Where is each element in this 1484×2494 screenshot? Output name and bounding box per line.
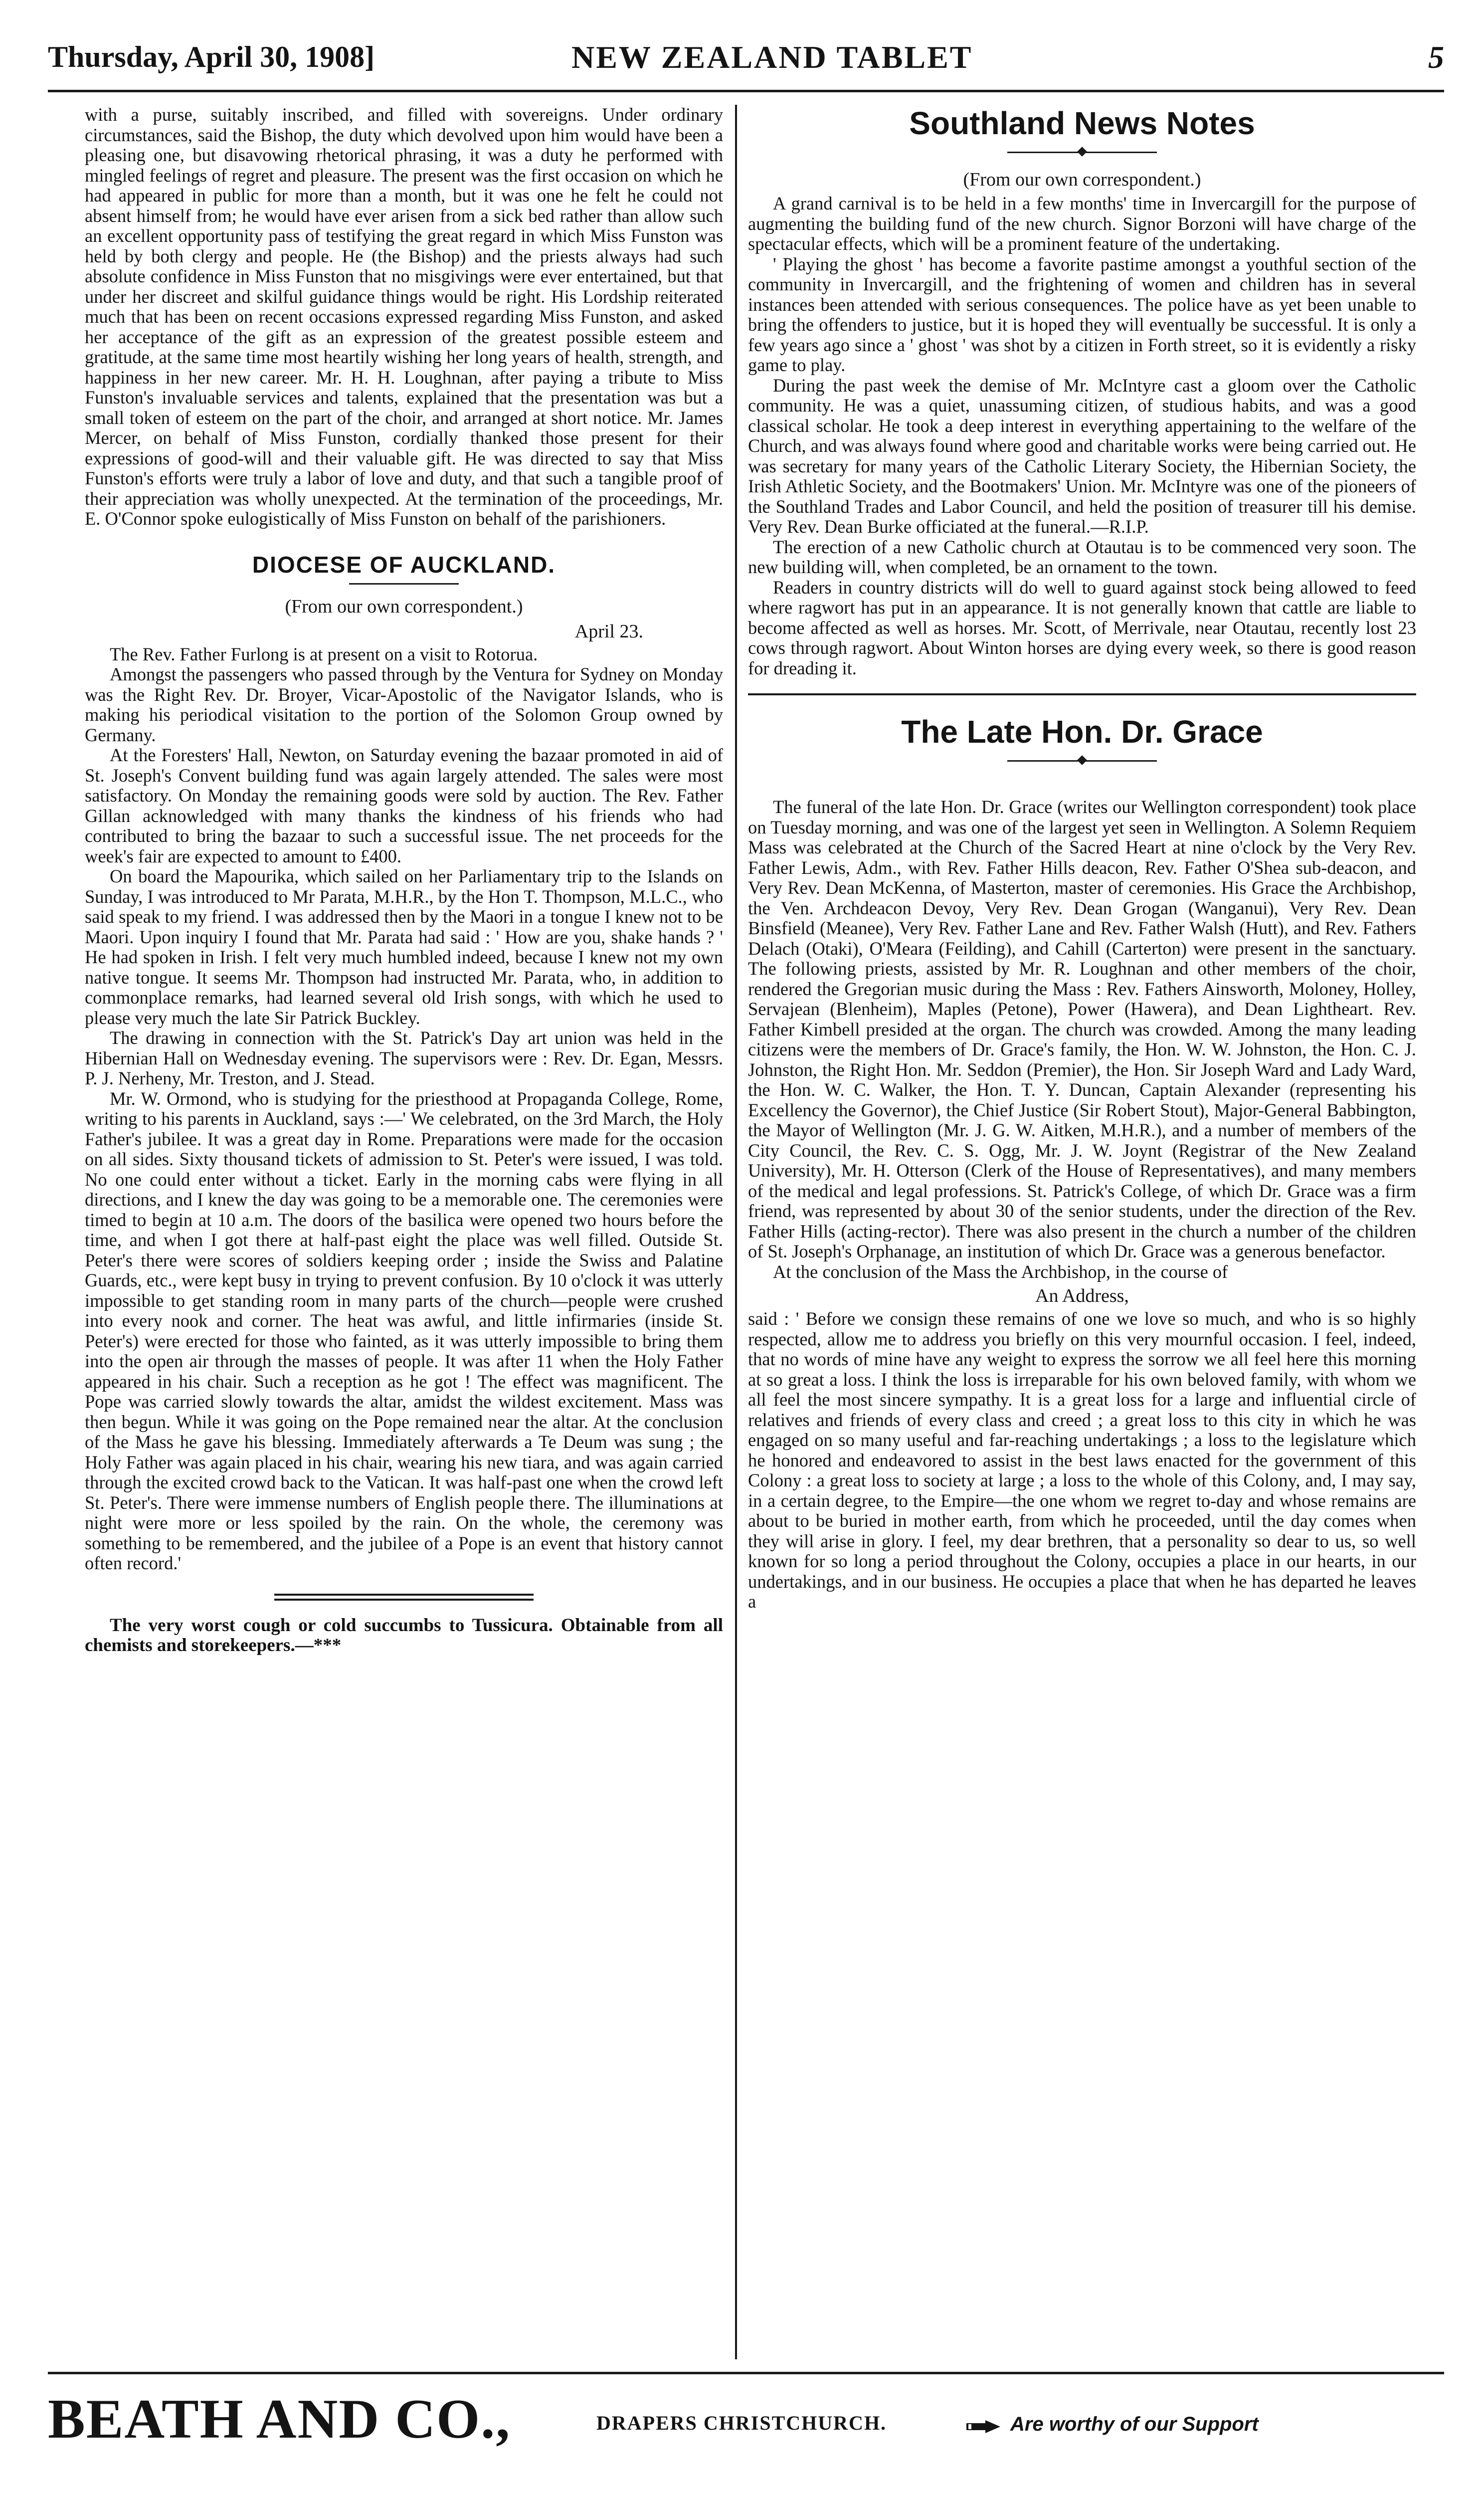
southland-paragraph: ' Playing the ghost ' has become a favorite pastime amongst a youthful section of the community in Invercargill, and the frightening of women and children has in several instances been attended with serious consequences. The police have as yet been unable to bring the offenders to justice, but it is hoped they will eventually be successful. It is only a few years ago since a ' ghost ' was shot by a citizen in Forth street, so it is evidently a risky game to play. xyxy=(748,253,1416,375)
auckland-paragraph: The Rev. Father Furlong is at present on a visit to Rotorua. xyxy=(110,643,538,664)
advertiser-name: BEATH AND CO., xyxy=(48,2388,511,2450)
grace-paragraph: At the conclusion of the Mass the Archbishop, in the course of xyxy=(773,1261,1228,1282)
address-text: said : ' Before we consign these remains of one we love so much, and who is so highly respected, allow me to address you briefly on this very mournful occasion. I feel, indeed, that no words of mine have any weight to express the sorrow we all feel here this morning at so great a loss. I think the loss is irreparable for his own beloved family, with whom we all feel the most sincere sympathy. It is a great loss for a large and influential circle of relatives and friends of every class and creed ; a great loss to this city in which he was engaged on so many useful and far-reaching undertakings ; a loss to the legislature which he honored and endeavored to assist in the best laws enacted for the government of this Colony : a great loss to society at large ; a loss to the whole of this Colony, and, I may say, in a certain degree, to the Empire—the one whom we regret to-day and whose remains are about to be buried in mother earth, from which he proceeded, until the day comes when they will arise in glory. I feel, my dear brethren, that a personality so dear to us, so well known for so long a period throughout the Colony, occupies a place in our hearts, in our undertakings, and in our business. He occupies a place that when he has departed he leaves a xyxy=(748,1308,1416,1612)
right-column xyxy=(748,105,1416,2359)
notice-divider xyxy=(274,1594,534,1601)
footer-rule xyxy=(48,2372,1444,2374)
advertiser-slogan: Are worthy of our Support xyxy=(1010,2413,1259,2435)
section-divider xyxy=(748,693,1416,695)
auckland-section-title: DIOCESE OF AUCKLAND. xyxy=(252,551,556,578)
ornament-rule xyxy=(1007,147,1157,158)
auckland-dateline: April 23. xyxy=(574,621,643,642)
publication-title: NEW ZEALAND TABLET xyxy=(571,39,973,75)
title-rule xyxy=(349,583,459,585)
southland-paragraph: A grand carnival is to be held in a few months' time in Invercargill for the purpose of augmenting the building fund of the new church. Signor Borzoni will have charge of the spectacular effects, which will be a prominent feature of the undertaking. xyxy=(748,193,1416,254)
auckland-paragraph: Mr. W. Ormond, who is studying for the priesthood at Propaganda College, Rome, writing to his parents in Auckland, says :—' We celebrated, on the 3rd March, the Holy Father's jubilee. It was a great day in Rome. Preparations were made for the occasion on all sides. Sixty thousand tickets of admission to St. Peter's were issued, I was told. No one could enter without a ticket. Early in the morning cabs were flying in all directions, and I knew the day was going to be a memorable one. The ceremonies were timed to begin at 10 a.m. The doors of the basilica were opened two hours before the time, and when I got there at half-past eight the place was well filled. Outside St. Peter's there were scores of soldiers keeping order ; inside the Swiss and Palatine Guards, etc., were kept busy in trying to prevent confusion. By 10 o'clock it was utterly impossible to get standing room in many parts of the church—people were crushed into every nook and corner. The heat was awful, and little infirmaries (inside St. Peter's) were erected for those who fainted, as it was utterly impossible to bring them into the open air through the masses of people. It was after 11 when the Holy Father appeared in his chair. Such a reception as he got ! The effect was magnificent. The Pope was carried slowly towards the altar, amidst the wildest excitement. Mass was then begun. While it was going on the Pope remained near the altar. At the conclusion of the Mass he gave his blessing. Immediately afterwards a Te Deum was sung ; the Holy Father was again placed in his chair, wearing his new tiara, and was again carried through the excited crowd back to the Vatican. It was half-past one when the crowd left St. Peter's. There were immense numbers of English people there. The illuminations at night were more or less spoiled by the rain. On the whole, the ceremony was something to be remembered, and the jubilee of a Pope is an event that history cannot often record.' xyxy=(85,1088,723,1573)
pointing-hand-icon xyxy=(965,2418,1002,2435)
left-column xyxy=(85,105,723,2359)
ornament-rule xyxy=(1007,755,1157,766)
auckland-paragraph: At the Foresters' Hall, Newton, on Saturday evening the bazaar promoted in aid of St. Joseph's Convent building fund was again largely attended. The sales were most satisfactory. On Monday the remaining goods were sold by auction. The Rev. Father Gillan acknowledged with many thanks the kindness of his friends who had contributed to bring the bazaar to such a successful issue. The net proceeds for the week's fair are expected to amount to £400. xyxy=(85,745,723,866)
column-divider xyxy=(735,105,737,2359)
grace-section-title: The Late Hon. Dr. Grace xyxy=(901,714,1263,750)
auckland-paragraph: On board the Mapourika, which sailed on her Parliamentary trip to the Islands on Sunday, I was introduced to Mr Parata, M.H.R., by the Hon T. Thompson, M.L.C., who said speak to my friend. I was addressed then by the Maori in a tongue I knew not to be Maori. Upon inquiry I found that Mr. Parata had said : ' How are you, shake hands ? ' He had spoken in Irish. I felt very much humbled indeed, because I knew not my own native tongue. It seems Mr. Thompson had instructed Mr. Parata, who, in addition to commonplace remarks, had learned several old Irish songs, with which he used to please very much the late Sir Patrick Buckley. xyxy=(85,866,723,1028)
auckland-paragraph: Amongst the passengers who passed through by the Ventura for Sydney on Monday was the Right Rev. Dr. Broyer, Vicar-Apostolic of the Navigator Islands, who is making his periodical visitation to the portion of the Solomon Group owned by Germany. xyxy=(85,664,723,745)
auckland-byline: (From our own correspondent.) xyxy=(285,596,523,617)
address-heading: An Address, xyxy=(1035,1285,1129,1306)
auckland-paragraph: The drawing in connection with the St. Patrick's Day art union was held in the Hibernian Hall on Wednesday evening. The supervisors were : Rev. Dr. Egan, Messrs. P. J. Nerheny, Mr. Treston, and J. Stead. xyxy=(85,1028,723,1088)
page-number: 5 xyxy=(1428,39,1444,75)
grace-paragraph: The funeral of the late Hon. Dr. Grace (writes our Wellington correspondent) took place on Tuesday morning, and was one of the largest yet seen in Wellington. A Solemn Requiem Mass was celebrated at the Church of the Sacred Heart at nine o'clock by the Very Rev. Father Lewis, Adm., with Rev. Father Hills deacon, Rev. Father O'Shea sub-deacon, and Very Rev. Dean McKenna, of Masterton, master of ceremonies. His Grace the Archbishop, the Ven. Archdeacon Devoy, Very Rev. Dean Grogan (Wanganui), Very Rev. Dean Binsfield (Meanee), Very Rev. Father Lane and Rev. Father Walsh (Hutt), and Rev. Fathers Delach (Otaki), O'Meara (Feilding), and Cahill (Carterton) were present in the sanctuary. The following priests, assisted by Mr. R. Loughnan and other members of the choir, rendered the Gregorian music during the Mass : Rev. Fathers Ainsworth, Moloney, Holley, Servajean (Blenheim), Maples (Petone), Power (Hawera), and Dean Lightheart. Rev. Father Kimbell presided at the organ. The church was crowded. Among the many leading citizens were the members of Dr. Grace's family, the Hon. W. W. Johnston, the Hon. C. J. Johnston, the Right Hon. Mr. Seddon (Premier), the Hon. Sir Joseph Ward and Lady Ward, the Hon. W. C. Walker, the Hon. T. Y. Duncan, Captain Alexander (representing his Excellency the Governor), the Chief Justice (Sir Robert Stout), Major-General Babbington, the Mayor of Wellington (Mr. J. G. W. Aitken, M.H.R.), and a number of members of the City Council, the Rev. C. S. Ogg, Mr. J. W. Joynt (Registrar of the New Zealand University), Mr. H. Otterson (Clerk of the House of Representatives), and many members of the medical and legal professions. St. Patrick's College, of which Dr. Grace was a firm friend, was represented by about 30 of the senior students, under the direction of the Rev. Father Hills (acting-rector). There was also present in the church a number of the children of St. Joseph's Orphanage, an institution of which Dr. Grace was a generous benefactor. xyxy=(748,797,1416,1261)
issue-date: Thursday, April 30, 1908] xyxy=(48,40,375,73)
southland-paragraph: Readers in country districts will do well to guard against stock being allowed to feed where ragwort has put in an appearance. It is not generally known that cattle are liable to become affected as well as horses. Mr. Scott, of Merrivale, near Otautau, recently lost 23 cows through ragwort. About Winton horses are dying every week, so there is good reason for dreading it. xyxy=(748,577,1416,678)
southland-paragraph: The erection of a new Catholic church at Otautau is to be commenced very soon. The new building will, when completed, be an ornament to the town. xyxy=(748,536,1416,577)
running-header xyxy=(48,35,1444,92)
southland-section-title: Southland News Notes xyxy=(909,105,1255,141)
funston-presentation-continued: with a purse, suitably inscribed, and filled with sovereigns. Under ordinary circumstances, said the Bishop, the duty which devolved upon him would have been a pleasing one, but disavowing rhetorical phrasing, it was a duty he performed with mingled feelings of regret and pleasure. The present was the first occasion on which he had appeared in public for more than a month, but it was one he felt he could not absent himself from; he would have ever arisen from a sick bed rather than allow such an excellent opportunity pass of testifying the great regard in which Miss Funston was held by both clergy and people. He (the Bishop) and the priests always had such absolute confidence in Miss Funston that no misgivings were ever entertained, but that under her discreet and skilful guidance things would be right. His Lordship reiterated much that has been on recent occasions expressed regarding Miss Funston, and asked her acceptance of the gift as an expression of the greatest possible esteem and gratitude, at the same time most heartily wishing her long years of health, strength, and happiness in her new career. Mr. H. H. Loughnan, after paying a tribute to Miss Funston's invaluable services and talents, explained that the presentation was but a small token of esteem on the part of the choir, and arranged at short notice. Mr. James Mercer, on behalf of Miss Funston, cordially thanked those present for their expressions of good-will and their valuable gift. He was directed to say that Miss Funston's efforts were truly a labor of love and duty, and that such a tangible proof of their appreciation was wholly unexpected. At the termination of the proceedings, Mr. E. O'Connor spoke eulogistically of Miss Funston on behalf of the parishioners. xyxy=(85,105,723,529)
southland-paragraph: During the past week the demise of Mr. McIntyre cast a gloom over the Catholic community. He was a quiet, unassuming citizen, of studious habits, and was a good classical scholar. He took a deep interest in everything appertaining to the welfare of the Church, and was always found where good and charitable works were being carried out. He was secretary for many years of the Catholic Literary Society, the Hibernian Society, the Irish Athletic Society, and the Bootmakers' Union. Mr. McIntyre was one of the pioneers of the Southland Trades and Labor Council, and held the position of treasurer till his demise. Very Rev. Dean Burke officiated at the funeral.—R.I.P. xyxy=(748,375,1416,537)
advertiser-trade: DRAPERS CHRISTCHURCH. xyxy=(596,2412,887,2434)
tussicura-notice: The very worst cough or cold succumbs to Tussicura. Obtainable from all chemists and storekeepers.—*** xyxy=(85,1615,723,1656)
southland-byline: (From our own correspondent.) xyxy=(963,169,1201,190)
footer-advertisement xyxy=(48,2389,1444,2469)
